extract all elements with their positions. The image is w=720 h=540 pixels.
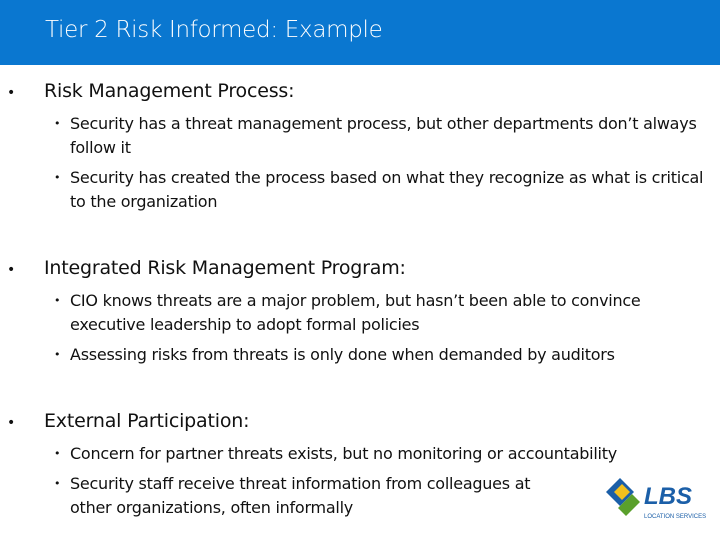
list-item-text: Assessing risks from threats is only done when demanded by auditors [70, 345, 615, 364]
bullet-icon: • [54, 477, 61, 490]
bullet-icon: • [54, 171, 61, 184]
list-item-text: Security staff receive threat information from colleagues at other organizations, often informally [70, 474, 531, 517]
slide-title: Tier 2 Risk Informed: Example [45, 17, 383, 43]
list-item-text: Security has created the process based on what they recognize as what is critical to the organization [70, 168, 704, 211]
bullet-icon: • [7, 85, 16, 101]
bullet-icon: • [54, 447, 61, 460]
bullet-icon: • [7, 262, 16, 278]
section-heading: Integrated Risk Management Program: [44, 257, 406, 279]
section-heading: Risk Management Process: [44, 80, 295, 102]
section-heading: External Participation: [44, 410, 250, 432]
logo-subtext: LOCATION SERVICES [644, 514, 707, 520]
logo-wordmark: LBS [644, 483, 692, 510]
list-item-text: CIO knows threats are a major problem, but hasn’t been able to convince executive leadership to adopt formal policies [70, 291, 641, 334]
title-bar [0, 0, 720, 65]
logo-icon [604, 470, 714, 526]
company-logo [604, 470, 714, 526]
bullet-icon: • [54, 117, 61, 130]
bullet-icon: • [54, 348, 61, 361]
bullet-icon: • [54, 294, 61, 307]
list-item-text: Concern for partner threats exists, but no monitoring or accountability [70, 444, 617, 463]
list-item-text: Security has a threat management process, but other departments don’t always follow it [70, 114, 697, 157]
bullet-icon: • [7, 415, 16, 431]
